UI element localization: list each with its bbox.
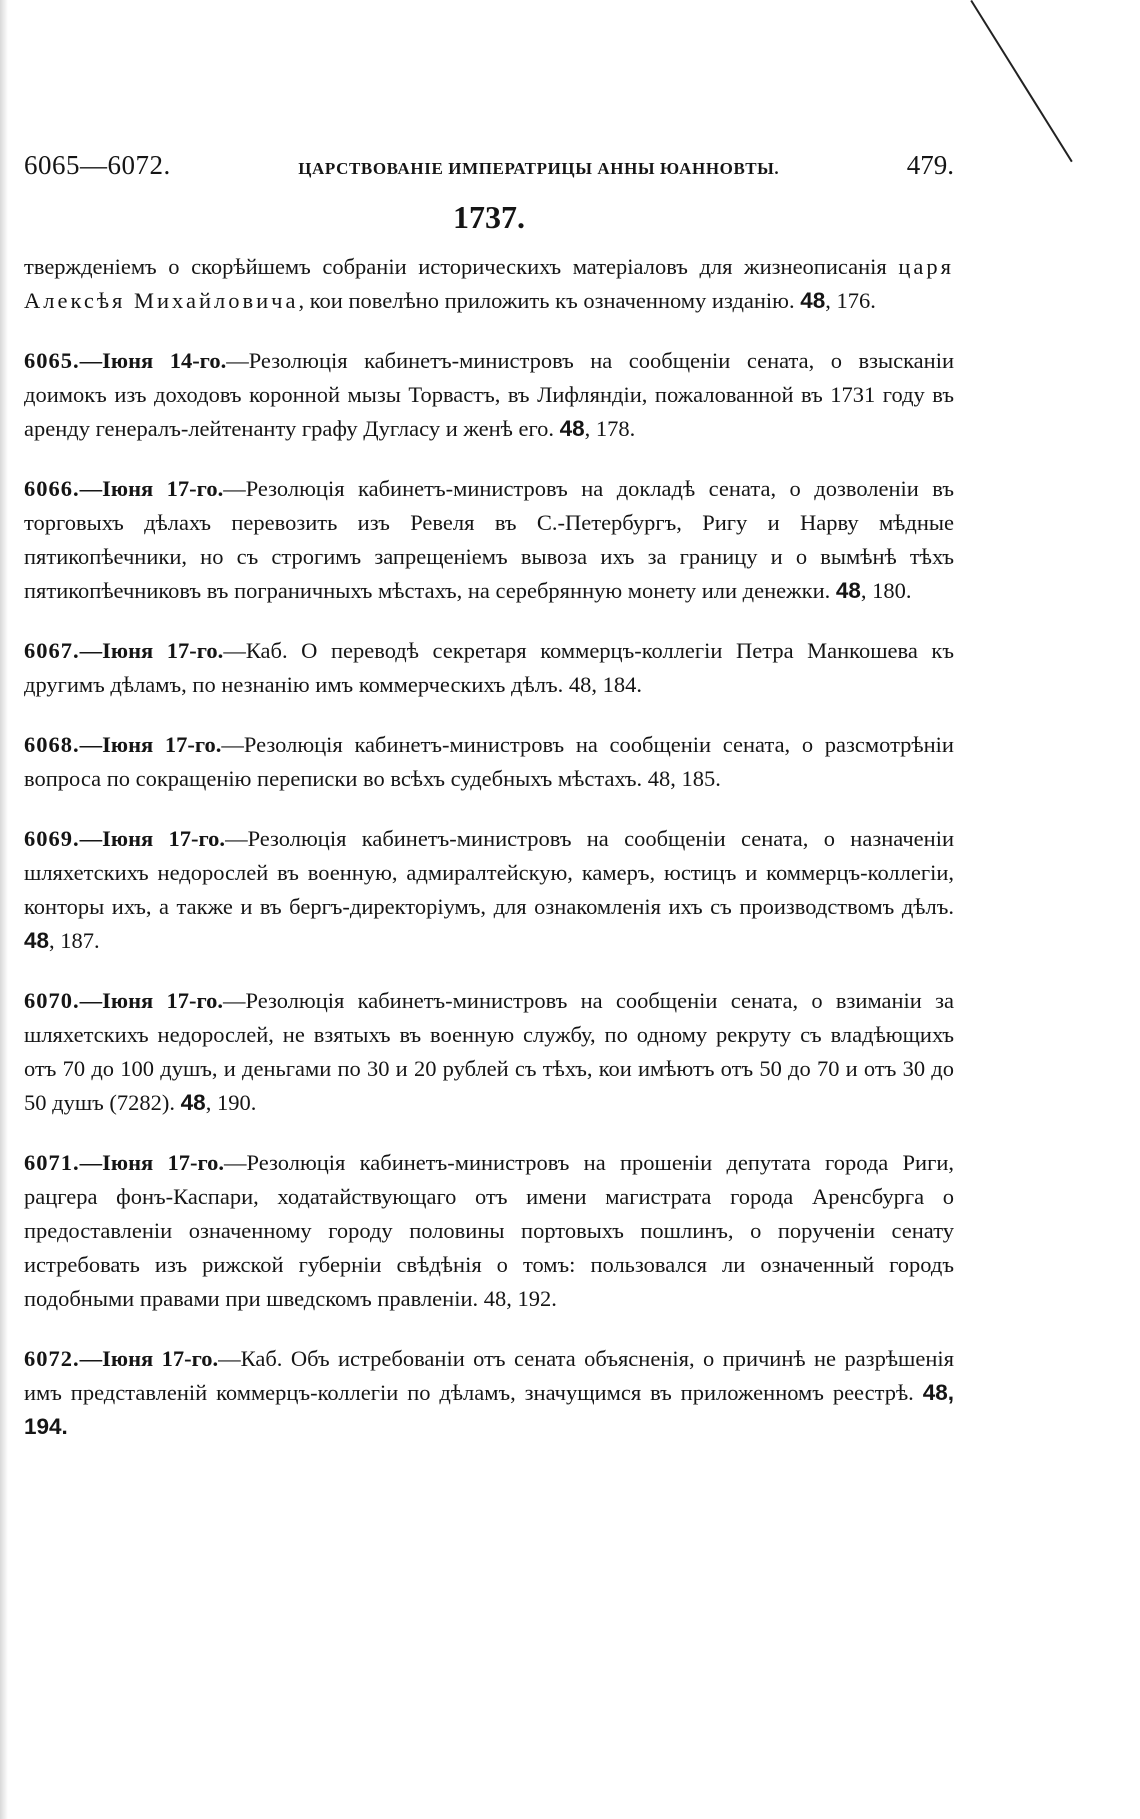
entry-number: 6068. [24, 732, 80, 757]
entry-text: —Резолюція кабинетъ-министровъ на сообщеніи сената, о взиманіи за шляхетскихъ недорослей, не взятыхъ въ военную службу, по одному рекруту съ владѣющихъ отъ 70 до 100 душъ, и деньгами по 30 и 20 рублей съ тѣхъ, кои имѣютъ отъ 50 до 70 и отъ 30 до 50 душъ (7282). [24, 988, 954, 1115]
entry-page-ref: , 185. [670, 766, 721, 791]
entry-number: 6065. [24, 348, 80, 373]
entry-6065 [24, 344, 954, 446]
entry-date: —Іюня 17-го. [79, 732, 222, 757]
running-title: ЦАРСТВОВАНІЕ ИМПЕРАТРИЦЫ АННЫ ЮАННОВТЫ. [298, 159, 780, 178]
intro-continuation [24, 250, 954, 318]
intro-text-after: , кои повелѣно приложить къ означенному изданію. [298, 288, 801, 313]
entry-date: —Іюня 14-го. [79, 348, 227, 373]
entry-6071 [24, 1146, 954, 1316]
entry-number: 6066. [24, 476, 80, 501]
entry-page-ref: , 194. [24, 1380, 954, 1439]
running-head [24, 150, 954, 181]
entry-volume-ref: 48 [24, 928, 50, 953]
entry-number: 6072. [24, 1346, 80, 1371]
entry-6066 [24, 472, 954, 608]
entry-text: —Каб. О переводѣ секретаря коммерцъ-коллегіи Петра Манкошева къ другимъ дѣламъ, по незнанію имъ коммерческихъ дѣлъ. [24, 638, 954, 697]
entry-page-ref: , 184. [591, 672, 642, 697]
entry-text: —Резолюція кабинетъ-министровъ на прошеніи депутата города Риги, рацгера фонъ-Каспари, ходатайствующаго отъ имени магистрата города Аренсбурга о предоставленіи означенному городу половины портовыхъ пошлинъ, о порученіи сенату истребовать изъ рижской губерніи свѣдѣнія о томъ: пользовался ли означенный городъ подобными правами при шведскомъ правленіи. [24, 1150, 954, 1311]
entry-volume-ref: 48 [647, 766, 671, 791]
entry-page-ref: , 187. [49, 928, 100, 953]
entry-6068 [24, 728, 954, 796]
entry-text: —Резолюція кабинетъ-министровъ на сообщеніи сената, о взысканіи доимокъ изъ доходовъ коронной мызы Торвастъ, въ Лифляндіи, пожалованной въ 1731 году въ аренду генералъ-лейтенанту графу Дугласу и женѣ его. [24, 348, 954, 441]
intro-page-ref: , 176. [825, 288, 876, 313]
year-heading: 1737. [453, 199, 525, 235]
entry-date: —Іюня 17-го. [79, 1150, 225, 1175]
entry-volume-ref: 48 [483, 1286, 507, 1311]
entry-date: —Іюня 17-го. [79, 476, 224, 501]
corner-pencil-line [970, 0, 1072, 162]
entry-6070 [24, 984, 954, 1120]
entry-6069 [24, 822, 954, 958]
entry-date: —Іюня 17-го. [79, 988, 223, 1013]
entry-text: —Каб. Объ истребованіи отъ сената объясненія, о причинѣ не разрѣшенія имъ представленій коммерцъ-коллегіи по дѣламъ, значущимся въ приложенномъ реестрѣ. [24, 1346, 954, 1405]
entry-6072 [24, 1342, 954, 1444]
entry-number: 6070. [24, 988, 80, 1013]
entry-volume-ref: 48 [559, 416, 585, 441]
intro-volume-ref: 48 [800, 288, 826, 313]
entry-number: 6067. [24, 638, 80, 663]
entry-page-ref: , 178. [584, 416, 636, 441]
intro-name: царя Алексѣя Михайловича [24, 254, 954, 313]
entry-volume-ref: 48 [922, 1380, 948, 1405]
entry-number: 6069. [24, 826, 80, 851]
entry-6067 [24, 634, 954, 702]
entry-text: —Резолюція кабинетъ-министровъ на сообщеніи сената, о назначеніи шляхетскихъ недорослей въ военную, адмиралтейскую, камеръ, юстицъ и коммерцъ-коллегіи, конторы ихъ, а также и въ бергъ-директоріумъ, для ознакомленія ихъ съ производствомъ дѣлъ. [24, 826, 954, 919]
entry-range: 6065—6072. [24, 150, 171, 180]
entry-date: —Іюня 17-го. [79, 1346, 219, 1371]
entry-page-ref: , 180. [860, 578, 912, 603]
entry-volume-ref: 48 [835, 578, 861, 603]
entry-volume-ref: 48 [180, 1090, 206, 1115]
intro-text-before: твержденіемъ о скорѣйшемъ собраніи историческихъ матеріаловъ для жизнеописанія [24, 254, 899, 279]
page-left-edge-shadow [0, 0, 8, 1819]
entry-text: —Резолюція кабинетъ-министровъ на сообщеніи сената, о разсмотрѣніи вопроса по сокращенію переписки во всѣхъ судебныхъ мѣстахъ. [24, 732, 954, 791]
entry-date: —Іюня 17-го. [79, 638, 224, 663]
page-number: 479. [906, 150, 954, 180]
entry-text: —Резолюція кабинетъ-министровъ на докладѣ сената, о дозволеніи въ торговыхъ дѣлахъ перевозить изъ Ревеля въ С.-Петербургъ, Ригу и Нарву мѣдные пятикопѣечники, но съ строгимъ запрещеніемъ вывоза ихъ за границу и о вымѣнѣ тѣхъ пятикопѣечниковъ въ пограничныхъ мѣстахъ, на серебрянную монету или денежки. [24, 476, 954, 603]
entry-page-ref: , 192. [506, 1286, 557, 1311]
entry-volume-ref: 48 [568, 672, 592, 697]
book-page [24, 150, 954, 1467]
entry-page-ref: , 190. [205, 1090, 257, 1115]
entry-date: —Іюня 17-го. [79, 826, 226, 851]
entry-number: 6071. [24, 1150, 80, 1175]
